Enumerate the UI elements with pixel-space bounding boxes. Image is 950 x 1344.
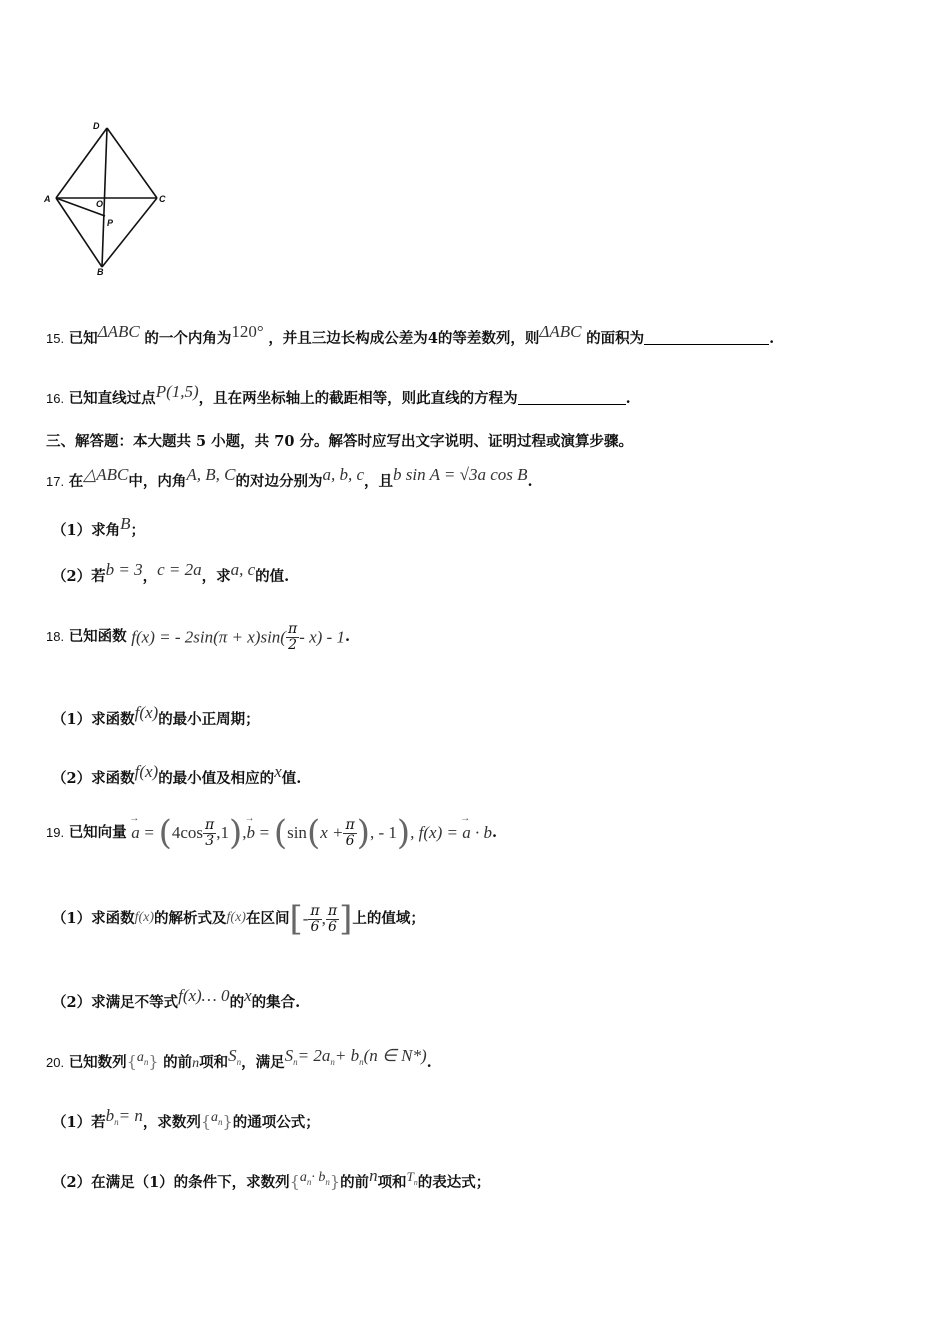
- math: T: [406, 1169, 414, 1184]
- math: x: [274, 762, 282, 781]
- text: ，且在两坐标轴上的截距相等，则此直线的方程为: [198, 390, 518, 407]
- text: （2）求函数: [52, 770, 135, 787]
- fraction: [308, 904, 321, 934]
- question-number: 20.: [46, 1055, 65, 1070]
- text: ，满足: [241, 1054, 285, 1071]
- text: 的值.: [255, 568, 290, 585]
- math: -: [302, 909, 309, 928]
- question-15: [46, 323, 774, 347]
- text: 的对边分别为: [235, 473, 323, 490]
- fraction: [343, 818, 356, 848]
- text: 的: [229, 994, 245, 1011]
- math-subscript: n: [236, 1057, 242, 1067]
- math: f(x): [226, 910, 246, 925]
- math: (n ∈ N*): [363, 1046, 427, 1065]
- math: = n: [118, 1106, 143, 1125]
- math-subscript: n: [413, 1178, 418, 1187]
- text: 项和: [199, 1054, 229, 1071]
- text: （1）若: [52, 1114, 106, 1131]
- math: b: [105, 1106, 115, 1125]
- math: 4: [427, 330, 438, 347]
- fraction: [286, 622, 299, 652]
- text: .: [491, 824, 498, 841]
- text: 上的值域；: [352, 910, 425, 927]
- section-heading: 三、解答题：本大题共 5 小题，共 70 分。解答时应写出文字说明、证明过程或演算步骤。: [46, 433, 633, 450]
- paren-open: (: [306, 813, 321, 853]
- text: （1）求函数: [52, 711, 135, 728]
- math: B: [120, 514, 131, 533]
- edge-DA: [56, 128, 107, 198]
- math: a: [136, 1050, 144, 1065]
- text: ，且: [364, 473, 394, 490]
- math: f(x): [134, 703, 159, 722]
- question-19: [46, 810, 497, 860]
- fraction-denominator: 6: [345, 832, 355, 849]
- question-number: 19.: [46, 825, 65, 840]
- text: ，: [142, 568, 158, 585]
- vector-dot-product: → a · b: [462, 810, 492, 856]
- fraction-numerator: π: [310, 902, 320, 919]
- math: a, c: [230, 560, 256, 579]
- brace-open: {: [126, 1052, 137, 1071]
- math: sin: [287, 823, 307, 842]
- math: S: [284, 1046, 294, 1065]
- label-O: O: [96, 199, 104, 209]
- fraction-numerator: π: [205, 816, 215, 833]
- fraction-denominator: 2: [288, 636, 298, 653]
- question-number: 15.: [46, 331, 65, 346]
- paren-open: (: [158, 813, 172, 853]
- math-subscript: n: [325, 1177, 330, 1187]
- text: 的前: [340, 1174, 370, 1191]
- question-20-part-2: [52, 1167, 490, 1191]
- text: 项和: [377, 1174, 407, 1191]
- text: （1）求函数: [52, 910, 135, 927]
- math: n: [192, 1056, 200, 1071]
- math: - x) - 1: [299, 627, 345, 647]
- question-17-part-1: [52, 515, 145, 539]
- question-18-part-2: [52, 763, 301, 787]
- text: .: [769, 330, 775, 347]
- math: f(x) = - 2sin(π + x)sin(: [131, 627, 286, 647]
- text: 的等差数列，则: [437, 330, 540, 347]
- text: （2）若: [52, 568, 106, 585]
- text: 在区间: [245, 910, 290, 927]
- edge-CB: [102, 198, 157, 267]
- brace-close: }: [329, 1172, 341, 1191]
- brace-open: {: [289, 1172, 300, 1191]
- text: 的通项公式；: [232, 1114, 320, 1131]
- text: 的解析式及: [154, 910, 227, 927]
- math: x: [244, 986, 252, 1005]
- math: ΔABC: [539, 322, 582, 341]
- math: f(x)… 0: [178, 986, 230, 1005]
- math: b = 3: [105, 560, 143, 579]
- fraction-denominator: 6: [310, 918, 320, 935]
- label-C: C: [159, 194, 166, 204]
- text: 的前: [163, 1054, 193, 1071]
- text: 已知: [68, 330, 98, 347]
- math: △ABC: [83, 465, 129, 484]
- paren-close: ): [396, 813, 411, 853]
- math: · b: [311, 1170, 326, 1185]
- question-20-part-1: [52, 1107, 320, 1131]
- paren-close: ): [229, 813, 243, 853]
- brace-close: }: [148, 1052, 159, 1071]
- fraction: [326, 904, 339, 934]
- vector-b: → b: [247, 810, 256, 856]
- text: .: [625, 390, 631, 407]
- label-P: P: [107, 218, 114, 228]
- text: ，求: [201, 568, 231, 585]
- text: （2）在满足（1）的条件下，求数列: [52, 1174, 290, 1191]
- math: = 2a: [297, 1046, 331, 1065]
- math-subscript: n: [114, 1117, 119, 1127]
- fraction-denominator: 6: [328, 918, 337, 935]
- math: , f(x) =: [410, 823, 463, 842]
- math: f(x): [134, 762, 159, 781]
- text: （2）求满足不等式: [52, 994, 179, 1011]
- text: 值.: [281, 770, 302, 787]
- math: A, B, C: [186, 465, 236, 484]
- math: ,1: [216, 823, 229, 842]
- math: P(1,5): [155, 382, 199, 401]
- question-19-part-2: [52, 987, 300, 1011]
- math-subscript: n: [293, 1057, 298, 1067]
- brace-open: {: [200, 1112, 212, 1131]
- math: a: [299, 1170, 307, 1185]
- brace-close: }: [222, 1112, 233, 1131]
- question-20: [46, 1047, 432, 1071]
- text: （1）求角: [52, 522, 121, 539]
- math: b sin A = √3a cos B: [393, 465, 528, 484]
- math: =: [259, 823, 270, 842]
- fraction: [203, 818, 216, 848]
- math: f(x): [134, 910, 155, 925]
- question-number: 16.: [46, 391, 65, 406]
- label-B: B: [97, 267, 104, 277]
- math: S: [228, 1046, 237, 1065]
- fraction-denominator: 3: [205, 832, 215, 849]
- text: .: [527, 473, 533, 490]
- math: =: [144, 823, 154, 842]
- text: 在: [68, 473, 84, 490]
- bracket-close: ]: [339, 899, 353, 939]
- fraction-numerator: π: [287, 621, 298, 637]
- text: 已知直线过点: [68, 390, 156, 407]
- question-16: [46, 383, 631, 407]
- math: + b: [334, 1046, 360, 1065]
- text: 的表达式；: [417, 1174, 491, 1191]
- paren-open: (: [273, 813, 288, 853]
- math: n: [369, 1166, 378, 1185]
- rhombus-figure: [40, 118, 180, 283]
- text: 已知数列: [68, 1054, 127, 1071]
- question-18: [46, 622, 350, 652]
- text: .: [426, 1054, 432, 1071]
- text: 的一个内角为: [144, 330, 232, 347]
- math: a: [211, 1110, 219, 1125]
- math: a, b, c: [322, 465, 365, 484]
- question-number: 17.: [46, 474, 65, 489]
- text: 已知向量: [68, 824, 127, 841]
- bracket-open: [: [289, 899, 303, 939]
- question-number: 18.: [46, 629, 65, 645]
- fraction-numerator: π: [345, 816, 355, 833]
- label-D: D: [93, 121, 100, 131]
- math-subscript: n: [218, 1117, 223, 1127]
- question-18-part-1: [52, 704, 260, 728]
- math: ,: [321, 909, 326, 928]
- text: ，并且三边长构成公差为: [268, 330, 428, 347]
- question-19-part-1: [52, 895, 425, 945]
- text: ，求数列: [142, 1114, 201, 1131]
- math: ,: [242, 823, 247, 842]
- answer-blank[interactable]: [518, 404, 626, 405]
- math: ΔABC: [97, 322, 140, 341]
- math: c = 2a: [157, 560, 202, 579]
- math: 4cos: [171, 823, 204, 842]
- math: x +: [320, 823, 344, 842]
- edge-DC: [107, 128, 157, 198]
- math-subscript: n: [143, 1057, 149, 1067]
- text: ；: [130, 522, 145, 539]
- math: , - 1: [369, 823, 397, 842]
- math-subscript: n: [359, 1057, 364, 1067]
- question-17: [46, 466, 533, 490]
- math: 120°: [231, 322, 264, 341]
- label-A: A: [44, 194, 51, 204]
- vector-a: → a: [131, 810, 140, 856]
- text: 的面积为: [586, 330, 645, 347]
- text: 的最小值及相应的: [158, 770, 275, 787]
- paren-close: ): [356, 813, 370, 853]
- question-17-part-2: [52, 561, 289, 585]
- fraction-numerator: π: [327, 902, 338, 919]
- text: 中，内角: [128, 473, 187, 490]
- text: 的集合.: [251, 994, 301, 1011]
- math-subscript: n: [330, 1057, 335, 1067]
- text: .: [344, 628, 351, 646]
- answer-blank[interactable]: [644, 344, 769, 345]
- text: 的最小正周期；: [158, 711, 260, 728]
- math-subscript: n: [306, 1177, 312, 1187]
- text: 已知函数: [68, 628, 127, 646]
